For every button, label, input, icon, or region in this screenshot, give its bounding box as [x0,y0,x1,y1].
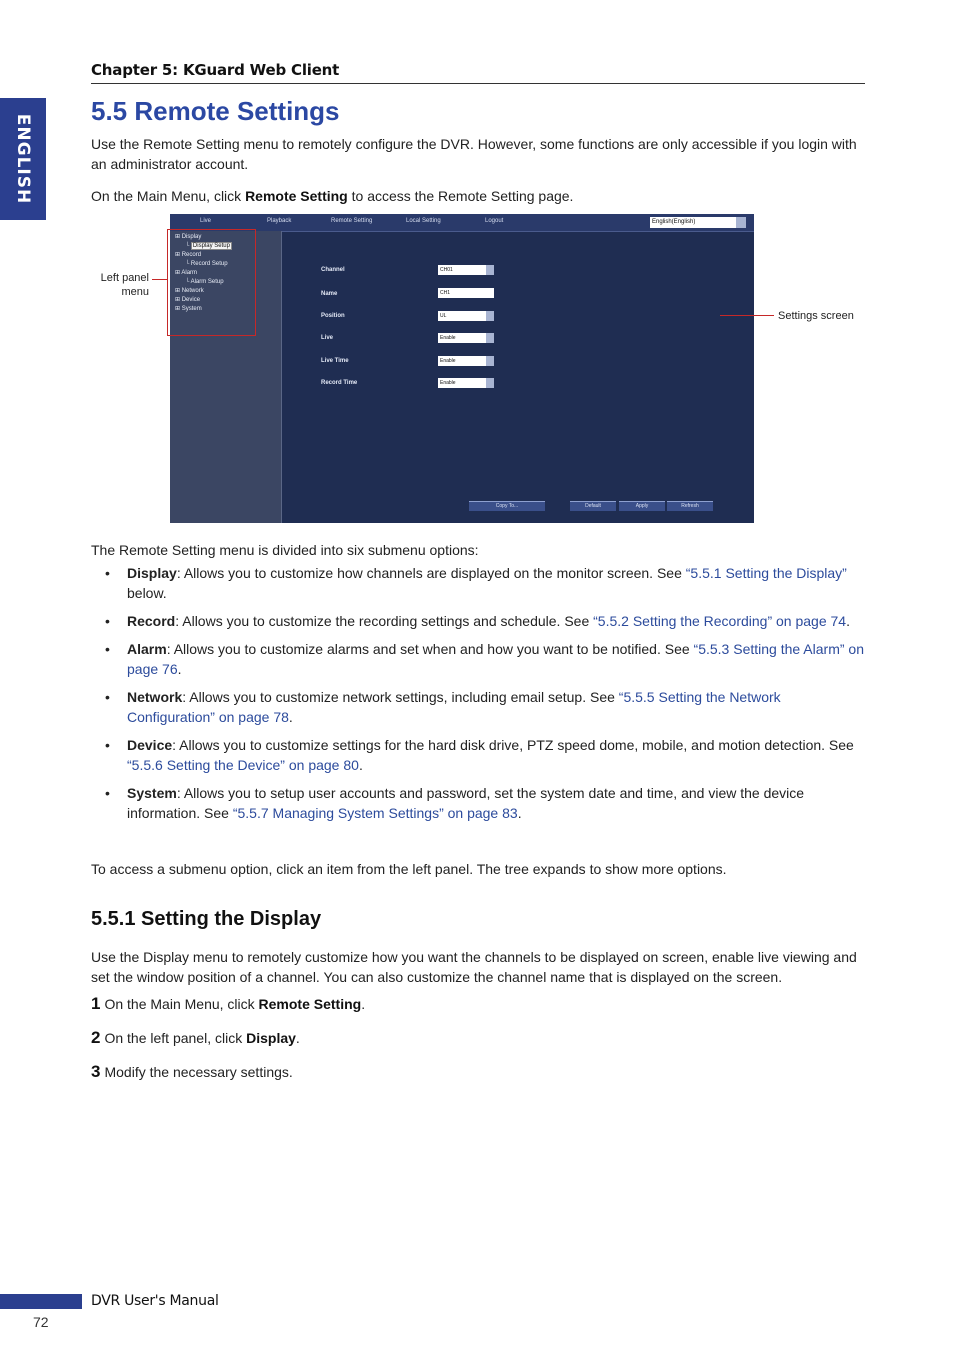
chevron-down-icon [486,378,494,388]
callout-right-line [720,315,774,316]
step-3: 3 Modify the necessary settings. [91,1062,293,1081]
menu-live: Live [200,218,212,224]
field-name: CH1 [438,288,494,298]
tree-alarm: ⊞ Alarm [175,270,198,276]
chevron-down-icon [486,265,494,275]
link-alarm[interactable]: “5.5.3 Setting the Alarm” on page 76 [127,641,864,677]
submenu-intro: The Remote Setting menu is divided into six submenu options: [91,542,479,558]
chevron-down-icon [736,217,746,228]
menu-playback: Playback [267,218,292,224]
copy-to-button: Copy To... [469,501,545,511]
callout-left-line [152,279,167,280]
tree-display-setup: └ Display Setup [185,243,230,249]
language-select [650,217,746,228]
tree-device: ⊞ Device [175,297,201,303]
link-display[interactable]: “5.5.1 Setting the Display” [685,565,847,581]
side-tab-label: ENGLISH [13,113,33,205]
header-divider [91,83,865,84]
access-instruction [91,186,866,206]
apply-button: Apply [619,501,665,511]
left-panel-highlight [167,229,256,336]
field-live: Enable [438,333,494,343]
page-number: 72 [33,1314,49,1330]
refresh-button: Refresh [667,501,713,511]
screenshot-menubar [170,214,754,232]
list-item: • Display: Allows you to customize how channels are displayed on the monitor screen. See “5.5.1 Setting the Display” below. [105,565,847,601]
callout-left-panel: Left panel menu [100,272,149,298]
chevron-down-icon [486,333,494,343]
menu-local-setting: Local Setting [406,218,441,224]
field-label-live-time: Live Time [321,358,349,364]
list-item: • Alarm: Allows you to customize alarms and set when and how you want to be notified. See “5.5.3 Setting the Alarm” on page 76. [105,641,864,677]
list-item: • Record: Allows you to customize the recording settings and schedule. See “5.5.2 Setting the Recording” on page 74. [105,613,850,629]
link-system[interactable]: “5.5.7 Managing System Settings” on page 83 [232,805,518,821]
default-button: Default [570,501,616,511]
remote-setting-screenshot [170,214,754,523]
tree-alarm-setup: └ Alarm Setup [185,279,224,285]
list-item: • Device: Allows you to customize settings for the hard disk drive, PTZ speed dome, mobile, and motion detection. See “5.5.6 Setting the Device” on page 80. [105,737,854,773]
chapter-header: Chapter 5: KGuard Web Client [91,61,340,79]
field-record-time: Enable [438,378,494,388]
link-device[interactable]: “5.5.6 Setting the Device” on page 80 [127,757,359,773]
field-position: UL [438,311,494,321]
access-prefix: On the Main Menu, click [91,188,246,204]
list-item: • Network: Allows you to customize network settings, including email setup. See “5.5.5 Setting the Network Configuration” on page 78. [105,689,781,725]
tree-record: ⊞ Record [175,252,202,258]
link-network[interactable]: “5.5.5 Setting the Network Configuration” on page 78 [127,689,781,725]
footer-manual-title: DVR User's Manual [91,1293,219,1309]
footer-bar [0,1294,82,1309]
step-1: 1 On the Main Menu, click Remote Setting. [91,994,366,1013]
field-live-time: Enable [438,356,494,366]
tree-network: ⊞ Network [175,288,204,294]
list-item: • System: Allows you to setup user accounts and password, set the system date and time, and view the device information. See “5.5.7 Managing System Settings” on page 83. [105,785,805,821]
tree-system: ⊞ System [175,306,202,312]
menu-remote-setting: Remote Setting [331,218,373,224]
callout-settings-screen: Settings screen [778,310,854,322]
field-label-live: Live [321,335,334,341]
field-label-name: Name [321,291,338,297]
tree-display: ⊞ Display [175,234,202,240]
submenu-list [91,563,866,831]
menu-logout: Logout [485,218,504,224]
section-title: 5.5 Remote Settings [91,96,340,126]
field-channel: CH01 [438,265,494,275]
language-value: English(English) [652,219,696,225]
field-label-position: Position [321,313,345,319]
section-intro: Use the Remote Setting menu to remotely configure the DVR. However, some functions are only accessible if you login with an administrator account. [91,136,857,172]
chevron-down-icon [486,311,494,321]
step-2: 2 On the left panel, click Display. [91,1028,300,1047]
field-label-channel: Channel [321,267,345,273]
chevron-down-icon [486,356,494,366]
access-bold: Remote Setting [245,188,348,204]
language-side-tab [0,98,46,220]
tree-note: To access a submenu option, click an item from the left panel. The tree expands to show more options. [91,861,727,877]
subsection-title: 5.5.1 Setting the Display [91,908,322,930]
tree-record-setup: └ Record Setup [185,261,228,267]
access-suffix: to access the Remote Setting page. [347,188,574,204]
subsection-intro: Use the Display menu to remotely customize how you want the channels to be displayed on screen, enable live viewing and set the window position of a channel. You can also customize the channel name that is displayed on the screen. [91,949,857,985]
link-recording[interactable]: “5.5.2 Setting the Recording” on page 74 [593,613,847,629]
field-label-record-time: Record Time [321,380,358,386]
